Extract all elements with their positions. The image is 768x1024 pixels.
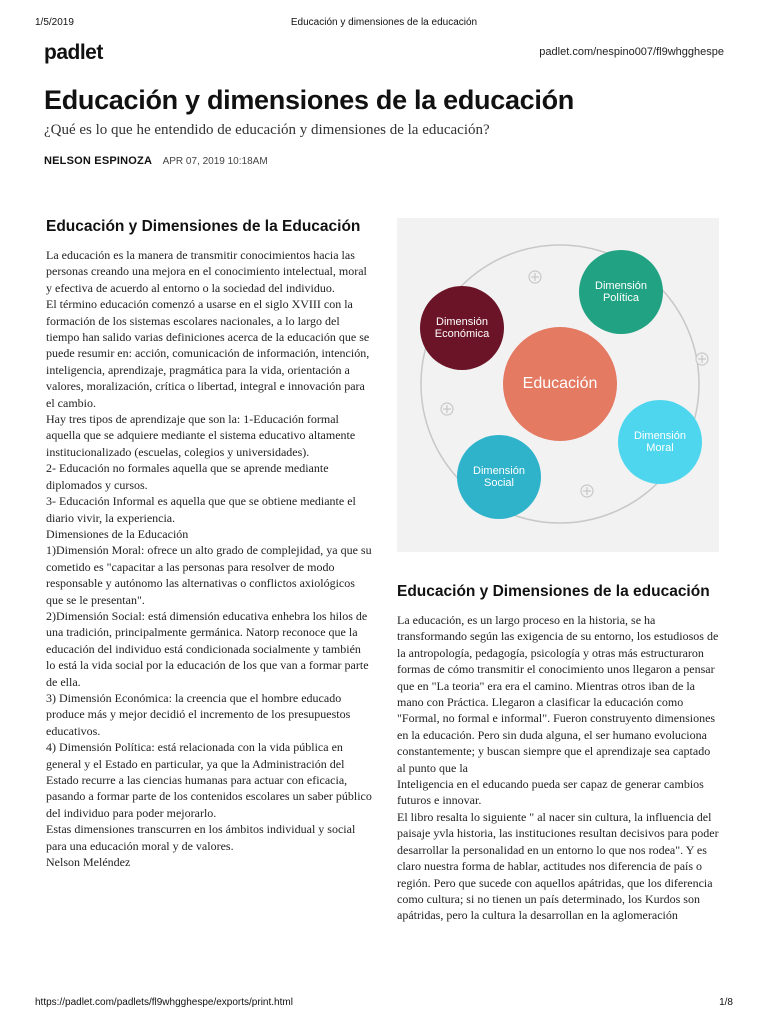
node-label-moral: Dimensión Moral [634, 430, 686, 454]
padlet-logo[interactable]: padlet [44, 41, 103, 64]
print-date: 1/5/2019 [35, 17, 74, 28]
plus-icon [581, 485, 593, 497]
node-label-social: Dimensión Social [473, 465, 525, 489]
post-meta [44, 151, 268, 169]
post-timestamp: APR 07, 2019 10:18AM [162, 156, 268, 167]
node-label-politica: Dimensión Política [595, 280, 647, 304]
page-number: 1/8 [719, 997, 733, 1008]
center-node-label: Educación [522, 375, 598, 392]
plus-icon [696, 353, 708, 365]
print-footer-url: https://padlet.com/padlets/fl9whgghespe/exports/print.html [35, 997, 293, 1008]
node-label-economica: Dimensión Económica [434, 316, 490, 340]
plus-icon [529, 271, 541, 283]
print-doc-title: Educación y dimensiones de la educación [290, 17, 478, 28]
post-title: Educación y Dimensiones de la educación [397, 583, 710, 600]
post-body: La educación es la manera de transmitir conocimientos hacia las personas creando una mejora en el conocimiento intelectual, moral y efectiva de acuerdo al entorno o la sociedad del individuo. El término educación comenzó a usarse en el siglo XVIII con la formación de los sistemas escolares nacionales, a lo largo del tiempo han salido varias definiciones acerca de la educación que se puede resumir en: acción, comunicación de información, intención, inteligencia, aprendizaje, pragmática para la vida, orientación a valores, moralización, crítica o libertad, integral e innovación para el cambio. Hay tres tipos de aprendizaje que son la: 1-Educación formal aquella que se adquiere mediante el sistema educativo altamente institucionalizado (escuelas, colegios y universidades). 2- Educación no formales aquella que se aprende mediante diplomados y cursos. 3- Educación Informal es aquella que que se obtiene mediante el diario vivir, la experiencia. Dimensiones de la Educación 1)Dimensión Moral: ofrece un alto grado de complejidad, ya que su cometido es "capacitar a las personas para resolver de modo responsable y autónomo las alternativas o conflictos axiológicos que se le presentan". 2)Dimensión Social: está dimensión educativa enhebra los hilos de una tradición, principalmente germánica. Natorp reconoce que la educación del individuo está condicionada socialmente y también lo está la vida social por la educación de los que van a formar parte de ella. 3) Dimensión Económica: la creencia que el hombre educado produce más y mejor decidió el incremento de los presupuestos educativos. 4) Dimensión Política: está relacionada con la vida pública en general y el Estado en particular, ya que la Administración del Estado recurre a las ciencias humanas para actuar con eficacia, pasando a formar parte de los contenidos escolares un saber público del individuo para poder mejorarlo. Estas dimensiones transcurren en los ámbitos individual y social para una educación moral y de valores. Nelson Meléndez [46, 248, 372, 870]
post-card [46, 217, 372, 870]
post-title: Educación y Dimensiones de la Educación [46, 218, 361, 235]
page-subtitle: ¿Qué es lo que he entendido de educación y dimensiones de la educación? [44, 122, 490, 138]
author-name: NELSON ESPINOZA [44, 155, 153, 167]
post-card [397, 582, 719, 924]
plus-icon [441, 403, 453, 415]
education-dimensions-diagram [397, 218, 719, 552]
page-title: Educación y dimensiones de la educación [44, 85, 574, 115]
board-url[interactable]: padlet.com/nespino007/fl9whgghespe [539, 46, 724, 58]
post-body: La educación, es un largo proceso en la historia, se ha transformando según las exigencia de su entorno, los estudiosos de la antropología, pedagogía, psicología y otras más estructuraron formas de cómo transmitir el conocimiento unos llegaron a pensar que en "La teoria" era era el camino. Mientras otros iban de la mano con Práctica. Llegaron a clasificar la educación como "Formal, no formal e informal". Fueron construyento dimensiones en la educación. Pero sin duda alguna, el ser humano evoluciona constantemente; y buscan siempre que el aprendizaje sea captado al punto que la Inteligencia en el educando pueda ser capaz de generar cambios futuros e innovar. El libro resalta lo siguiente " al nacer sin cultura, la influencia del paisaje yvla historia, las instituciones resultan decisivos para poder desarrollar la personalidad en un entorno lo que nos rodea". Y es claro nuestra forma de hablar, actitudes nos diferencia de país o región. Pero que sucede con aquellos apátridas, que los diferencia como cultura; si no tienen un país determinado, los Kurdos son apátridas, pero la cultura la desarrollan en la aglomeración [397, 613, 719, 923]
